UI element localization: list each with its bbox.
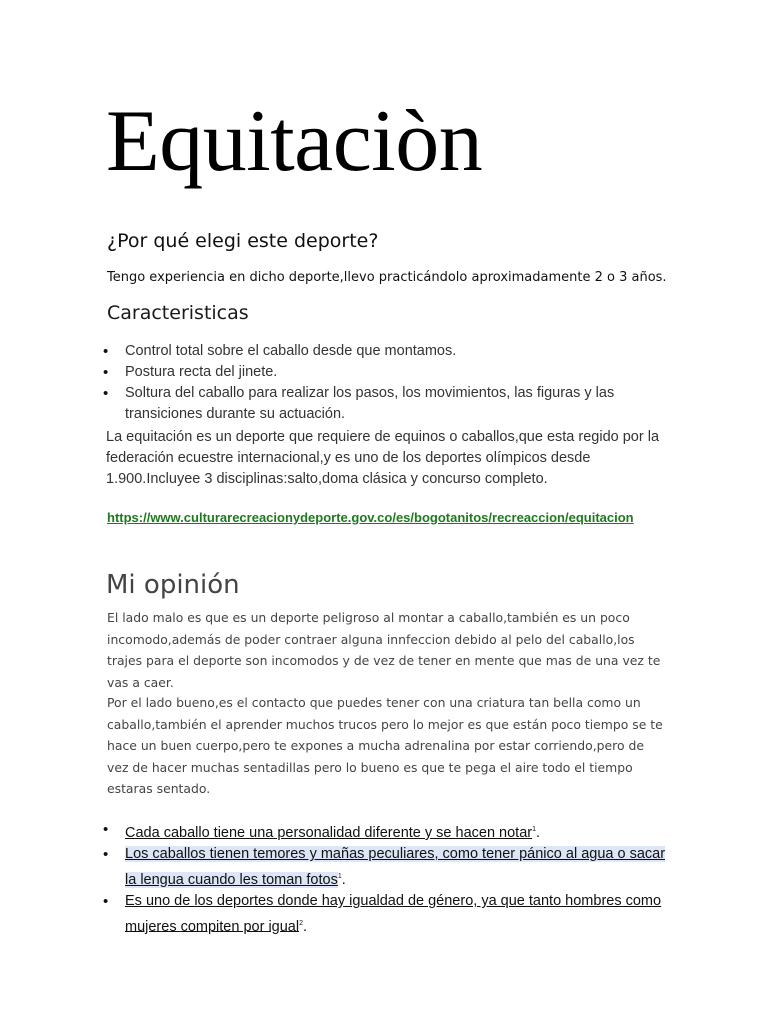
equitation-paragraph: La equitación es un deporte que requiere de equinos o caballos,que esta regido por la federación ecuestre internacional,y es uno de los deportes olímpicos desde 1.900.Incluyee 3 disciplinas:salto,doma clásica y concurso completo. [106, 429, 660, 487]
document-title: Equitaciòn [106, 93, 483, 190]
characteristics-item: • Soltura del caballo para realizar los pasos, los movimientos, las figuras y las transiciones durante su actuación. [107, 383, 667, 425]
fact-item: • Los caballos tienen temores y mañas peculiares, como tener pánico al agua o sacar la lengua cuando les toman fotos$^1$. [107, 844, 667, 891]
experience-paragraph: Tengo experiencia en dicho deporte,llevo practicándolo aproximadamente 2 o 3 años. [107, 270, 667, 285]
footnote-ref[interactable]: 1 [337, 872, 342, 880]
opinion-heading: Mi opinión [106, 570, 240, 600]
source-link[interactable]: https://www.culturarecreacionydeporte.gov.co/es/bogotanitos/recreaccion/equitacion [107, 510, 634, 525]
question-heading: ¿Por qué elegi este deporte? [107, 230, 379, 252]
footnote-ref[interactable]: 2 [299, 919, 303, 927]
opinion-paragraph-bad: El lado malo es que es un deporte peligroso al montar a caballo,también es un poco incomodo,además de poder contraer alguna innfeccion debido al pelo del caballo,los trajes para el deporte son incomodos y de vez de tener en mente que mas de una vez te vas a caer. [107, 610, 661, 690]
fact-item: • Es uno de los deportes donde hay igualdad de género, ya que tanto hombres como mujeres compiten por igual$^2$. [107, 891, 667, 938]
opinion-paragraph-good: Por el lado bueno,es el contacto que puedes tener con una criatura tan bella como un caballo,también el aprender muchos trucos pero lo mejor es que están poco tiempo se te hace un buen cuerpo,pero te expones a mucha adrenalina por estar corriendo,pero de vez de hacer muchas sentadillas pero lo bueno es que te pega el aire todo el tiempo estaras sentado. [107, 695, 663, 796]
footnote-ref[interactable]: 1 [532, 826, 536, 833]
fact-item: • Cada caballo tiene una personalidad diferente y se hacen notar$^1$. [107, 819, 667, 844]
facts-list [107, 819, 667, 938]
characteristics-list [107, 341, 667, 425]
fact-text: Es uno de los deportes donde hay igualdad de género, ya que tanto hombres como mujeres compiten por igual [125, 893, 662, 935]
characteristics-heading: Caracteristicas [107, 302, 249, 324]
fact-text-highlighted: Los caballos tienen temores y mañas peculiares, como tener pánico al agua o sacar la lengua cuando les toman fotos [125, 846, 666, 888]
characteristics-item: • Postura recta del jinete. [107, 362, 667, 383]
characteristics-item: • Control total sobre el caballo desde que montamos. [107, 341, 667, 362]
fact-text: Cada caballo tiene una personalidad diferente y se hacen notar [125, 824, 533, 841]
